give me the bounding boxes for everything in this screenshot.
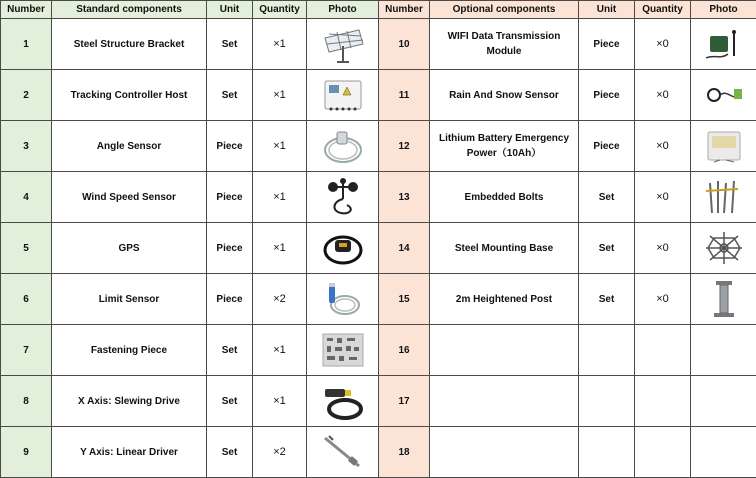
standard-number: 9: [1, 427, 52, 478]
standard-quantity: ×1: [253, 223, 307, 274]
standard-name: X Axis: Slewing Drive: [52, 376, 207, 427]
rain-sensor-photo: [691, 70, 756, 121]
optional-quantity: [635, 376, 691, 427]
optional-quantity: ×0: [635, 274, 691, 325]
table-row-8: [1, 376, 756, 427]
optional-name: Rain And Snow Sensor: [430, 70, 579, 121]
optional-name: Steel Mounting Base: [430, 223, 579, 274]
standard-name: Tracking Controller Host: [52, 70, 207, 121]
fasteners-photo: [307, 325, 379, 376]
standard-quantity: ×1: [253, 172, 307, 223]
standard-unit: Set: [207, 19, 253, 70]
table-row-3: [1, 121, 756, 172]
header-unit-optional: Unit: [579, 1, 635, 19]
standard-name: Wind Speed Sensor: [52, 172, 207, 223]
table-row-4: [1, 172, 756, 223]
bolts-photo: [691, 172, 756, 223]
optional-number: 10: [379, 19, 430, 70]
linear-driver-photo: [307, 427, 379, 478]
standard-number: 8: [1, 376, 52, 427]
standard-name: Angle Sensor: [52, 121, 207, 172]
optional-quantity: ×0: [635, 121, 691, 172]
standard-number: 5: [1, 223, 52, 274]
standard-quantity: ×1: [253, 19, 307, 70]
optional-number: 16: [379, 325, 430, 376]
standard-name: Y Axis: Linear Driver: [52, 427, 207, 478]
optional-unit: Set: [579, 172, 635, 223]
standard-name: Fastening Piece: [52, 325, 207, 376]
standard-number: 1: [1, 19, 52, 70]
optional-photo: [691, 325, 756, 376]
optional-quantity: ×0: [635, 19, 691, 70]
optional-quantity: ×0: [635, 172, 691, 223]
standard-number: 6: [1, 274, 52, 325]
optional-number: 17: [379, 376, 430, 427]
standard-unit: Piece: [207, 172, 253, 223]
header-optional-components: Optional components: [430, 1, 579, 19]
optional-name: Lithium Battery Emergency Power（10Ah）: [430, 121, 579, 172]
standard-quantity: ×1: [253, 325, 307, 376]
optional-photo: [691, 427, 756, 478]
optional-name: WIFI Data Transmission Module: [430, 19, 579, 70]
standard-name: GPS: [52, 223, 207, 274]
optional-unit: [579, 325, 635, 376]
mounting-base-photo: [691, 223, 756, 274]
table-row-9: [1, 427, 756, 478]
optional-quantity: [635, 427, 691, 478]
standard-unit: Piece: [207, 121, 253, 172]
optional-photo: [691, 376, 756, 427]
header-number: Number: [1, 1, 52, 19]
standard-quantity: ×1: [253, 376, 307, 427]
optional-number: 15: [379, 274, 430, 325]
standard-name: Limit Sensor: [52, 274, 207, 325]
standard-quantity: ×2: [253, 427, 307, 478]
header-number-optional: Number: [379, 1, 430, 19]
optional-name: [430, 376, 579, 427]
table-row-6: [1, 274, 756, 325]
standard-unit: Set: [207, 427, 253, 478]
standard-quantity: ×1: [253, 121, 307, 172]
optional-number: 14: [379, 223, 430, 274]
table-row-5: [1, 223, 756, 274]
standard-number: 3: [1, 121, 52, 172]
header-standard-components: Standard components: [52, 1, 207, 19]
standard-number: 2: [1, 70, 52, 121]
optional-unit: [579, 376, 635, 427]
header-photo: Photo: [307, 1, 379, 19]
standard-number: 4: [1, 172, 52, 223]
header-quantity-optional: Quantity: [635, 1, 691, 19]
slewing-drive-photo: [307, 376, 379, 427]
optional-name: Embedded Bolts: [430, 172, 579, 223]
optional-number: 13: [379, 172, 430, 223]
standard-unit: Piece: [207, 274, 253, 325]
optional-quantity: ×0: [635, 223, 691, 274]
optional-unit: [579, 427, 635, 478]
table-row-7: [1, 325, 756, 376]
wifi-module-photo: [691, 19, 756, 70]
standard-quantity: ×2: [253, 274, 307, 325]
optional-number: 12: [379, 121, 430, 172]
optional-name: [430, 325, 579, 376]
optional-quantity: ×0: [635, 70, 691, 121]
optional-name: 2m Heightened Post: [430, 274, 579, 325]
optional-unit: Piece: [579, 70, 635, 121]
optional-number: 18: [379, 427, 430, 478]
header-quantity: Quantity: [253, 1, 307, 19]
standard-unit: Piece: [207, 223, 253, 274]
controller-box-photo: [307, 70, 379, 121]
standard-unit: Set: [207, 325, 253, 376]
header-unit: Unit: [207, 1, 253, 19]
standard-quantity: ×1: [253, 70, 307, 121]
optional-name: [430, 427, 579, 478]
header-row: [1, 1, 756, 19]
optional-number: 11: [379, 70, 430, 121]
optional-unit: Set: [579, 223, 635, 274]
table-row-1: [1, 19, 756, 70]
battery-photo: [691, 121, 756, 172]
header-photo-optional: Photo: [691, 1, 756, 19]
post-photo: [691, 274, 756, 325]
optional-quantity: [635, 325, 691, 376]
limit-sensor-photo: [307, 274, 379, 325]
standard-unit: Set: [207, 376, 253, 427]
angle-sensor-photo: [307, 121, 379, 172]
gps-photo: [307, 223, 379, 274]
standard-name: Steel Structure Bracket: [52, 19, 207, 70]
anemometer-photo: [307, 172, 379, 223]
steel-bracket-photo: [307, 19, 379, 70]
standard-number: 7: [1, 325, 52, 376]
standard-unit: Set: [207, 70, 253, 121]
table-row-2: [1, 70, 756, 121]
optional-unit: Set: [579, 274, 635, 325]
optional-unit: Piece: [579, 121, 635, 172]
optional-unit: Piece: [579, 19, 635, 70]
